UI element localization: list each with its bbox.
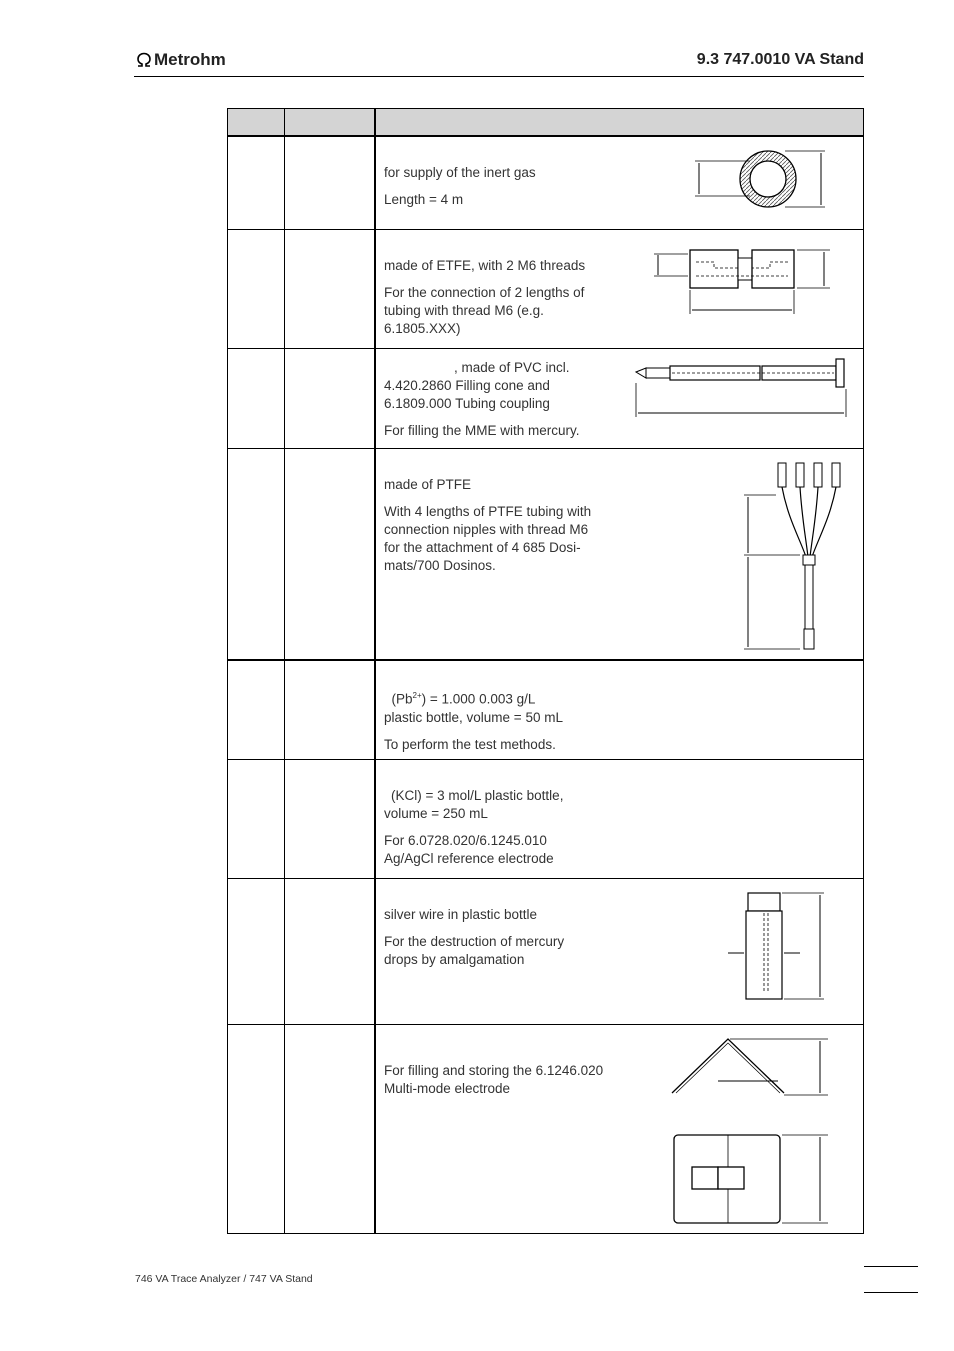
table-header	[228, 109, 863, 137]
coupling-drawing	[652, 242, 832, 317]
parts-table	[227, 108, 864, 1234]
metrohm-logo	[136, 50, 226, 70]
omega-icon	[136, 52, 152, 68]
table-row	[228, 348, 863, 448]
table-row	[228, 878, 863, 1025]
table-row	[228, 135, 863, 228]
row-description: made of PTFE With 4 lengths of PTFE tubing with connection nipples with thread M6 for the attachment of 4 685 Dosi-mats/700 Dosinos.	[384, 477, 592, 573]
electrode-holder-drawing	[668, 1035, 838, 1225]
row-description: made of ETFE, with 2 M6 threads For the connection of 2 lengths of tubing with thread M6 (e.g. 6.1805.XXX)	[384, 258, 586, 336]
row-description: for supply of the inert gas Length = 4 m	[384, 165, 536, 207]
table-row	[228, 448, 863, 659]
row-description: (KCl) = 3 mol/L plastic bottle, volume = 250 mL For 6.0728.020/6.1245.010 Ag/AgCl reference electrode	[384, 788, 564, 866]
row-description: , made of PVC incl. 4.420.2860 Filling cone and 6.1809.000 Tubing coupling For filling the MME with mercury.	[384, 360, 580, 438]
table-row	[228, 229, 863, 348]
footer-rule	[864, 1292, 918, 1293]
table-row	[228, 759, 863, 879]
row-description: $(Pb^{2+}) = 1.000$ 0.003 g/L plastic bottle, volume = 50 mL To perform the test methods.	[384, 691, 563, 752]
logo-text: Metrohm	[154, 50, 226, 69]
section-title: 9.3 747.0010 VA Stand	[696, 51, 864, 68]
filling-tube-drawing	[632, 357, 852, 419]
footer-rule	[864, 1266, 918, 1267]
table-row	[228, 1024, 863, 1234]
header-rule	[134, 76, 864, 77]
silver-wire-bottle-drawing	[724, 891, 834, 1003]
tubing-drawing	[690, 149, 830, 209]
footer-text: 746 VA Trace Analyzer / 747 VA Stand	[135, 1273, 313, 1285]
row-description: For filling and storing the 6.1246.020 Multi-mode electrode	[384, 1063, 604, 1096]
table-row	[228, 659, 863, 761]
row-description: silver wire in plastic bottle For the destruction of mercury drops by amalgamation	[384, 907, 565, 967]
distributor-drawing	[740, 459, 850, 651]
